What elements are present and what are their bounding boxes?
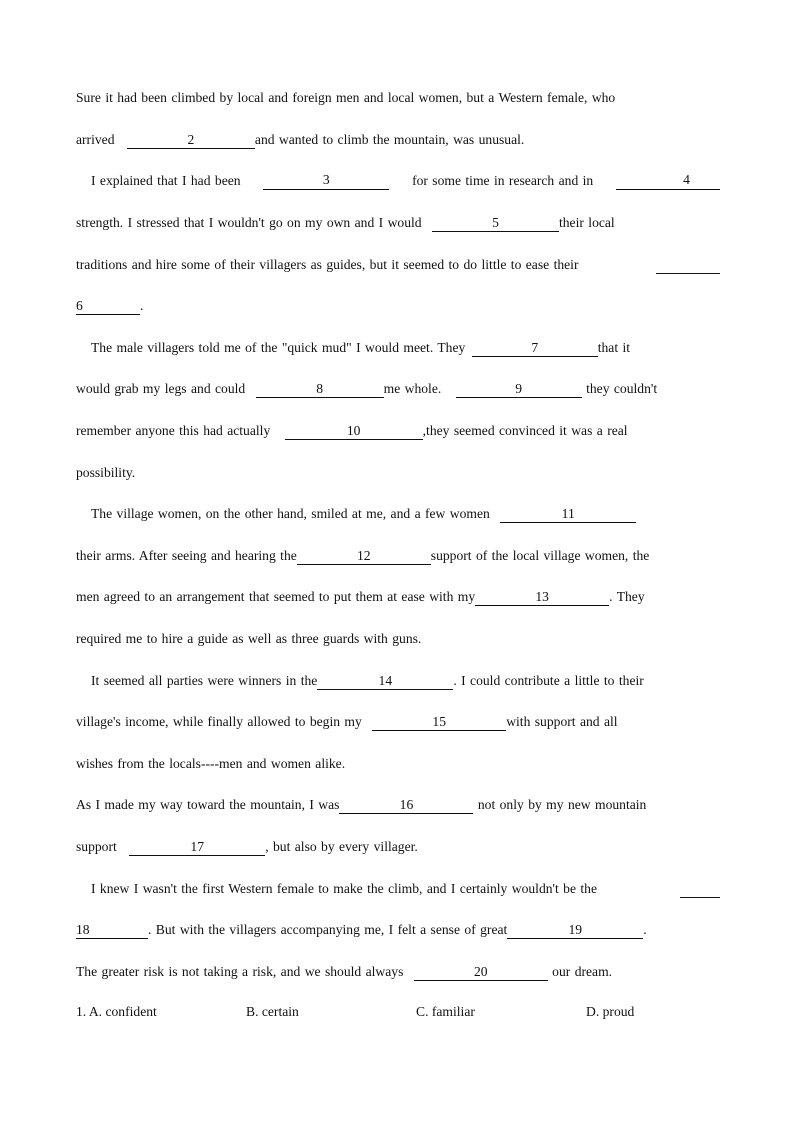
text: they couldn't xyxy=(586,381,658,396)
blank-4[interactable]: 4 xyxy=(616,172,720,190)
question-1-option-b[interactable]: B. certain xyxy=(246,1004,299,1019)
passage-line-17 xyxy=(76,755,720,773)
text: that it xyxy=(597,340,631,355)
blank-2[interactable]: 2 xyxy=(127,132,255,149)
blank-16[interactable]: 16 xyxy=(339,797,473,814)
blank-3[interactable]: 3 xyxy=(263,172,389,190)
text: men agreed to an arrangement that seemed to put them at ease with my xyxy=(76,589,476,604)
text: remember anyone this had actually xyxy=(76,423,271,438)
text: The greater risk is not taking a risk, and we should always xyxy=(76,964,404,979)
text: would grab my legs and could xyxy=(76,381,246,396)
passage-line-4 xyxy=(76,214,720,232)
blank-7[interactable]: 7 xyxy=(472,340,598,357)
text: for some time in research and in xyxy=(412,173,594,188)
passage-line-13 xyxy=(76,588,720,606)
blank-8[interactable]: 8 xyxy=(256,381,384,398)
blank-13[interactable]: 13 xyxy=(475,589,609,606)
passage-line-1 xyxy=(76,89,720,107)
text: arrived xyxy=(76,132,115,147)
blank-10[interactable]: 10 xyxy=(285,423,423,440)
text: and wanted to climb the mountain, was unusual. xyxy=(254,132,525,147)
text: our dream. xyxy=(552,964,613,979)
passage-line-18 xyxy=(76,796,720,814)
passage-line-6 xyxy=(76,297,720,315)
passage-line-14 xyxy=(76,630,720,648)
passage-line-8 xyxy=(76,380,720,398)
text: I knew I wasn't the first Western female to make the climb, and I certainly wouldn't be the xyxy=(91,881,597,896)
text: The male villagers told me of the "quick mud" I would meet. They xyxy=(91,340,466,355)
passage-line-11 xyxy=(91,505,720,523)
text: . xyxy=(643,922,647,937)
text: As I made my way toward the mountain, I was xyxy=(76,797,340,812)
blank-17[interactable]: 17 xyxy=(129,839,265,856)
blank-19[interactable]: 19 xyxy=(507,922,643,939)
text: . xyxy=(140,298,144,313)
blank-20[interactable]: 20 xyxy=(414,964,548,981)
blank-18[interactable]: 18 xyxy=(76,922,148,939)
passage-line-7 xyxy=(91,339,720,357)
text: traditions and hire some of their villagers as guides, but it seemed to do little to ease their xyxy=(76,257,579,272)
passage-line-2 xyxy=(76,131,720,149)
blank-18-start xyxy=(680,880,720,898)
blank-6[interactable]: 6 xyxy=(76,298,140,315)
passage-line-9 xyxy=(76,422,720,440)
blank-15[interactable]: 15 xyxy=(372,714,506,731)
text: wishes from the locals----men and women alike. xyxy=(76,756,346,771)
question-1-option-d[interactable]: D. proud xyxy=(586,1004,635,1019)
question-1-option-c[interactable]: C. familiar xyxy=(416,1004,475,1019)
text: I explained that I had been xyxy=(91,173,241,188)
passage-line-15 xyxy=(91,672,720,690)
text: not only by my new mountain xyxy=(477,797,647,812)
text: possibility. xyxy=(76,465,136,480)
blank-12[interactable]: 12 xyxy=(297,548,431,565)
passage-line-12 xyxy=(76,547,720,565)
blank-6-start xyxy=(656,256,720,274)
blank-14[interactable]: 14 xyxy=(317,673,453,690)
text: . But with the villagers accompanying me, I felt a sense of great xyxy=(148,922,508,937)
text: strength. I stressed that I wouldn't go on my own and I would xyxy=(76,215,422,230)
text: me whole. xyxy=(383,381,442,396)
text: , but also by every villager. xyxy=(265,839,418,854)
question-number: 1. xyxy=(76,1004,87,1019)
passage-line-19 xyxy=(76,838,720,856)
passage-line-20 xyxy=(91,880,720,898)
text: ,they seemed convinced it was a real xyxy=(422,423,628,438)
text: Sure it had been climbed by local and foreign men and local women, but a Western female, who xyxy=(76,90,616,105)
text: support of the local village women, the xyxy=(430,548,650,563)
passage-line-21 xyxy=(76,921,720,939)
passage-line-22 xyxy=(76,963,720,981)
text: support xyxy=(76,839,117,854)
passage-line-3 xyxy=(91,172,720,190)
blank-9[interactable]: 9 xyxy=(456,381,582,398)
text: with support and all xyxy=(506,714,618,729)
text: village's income, while finally allowed to begin my xyxy=(76,714,362,729)
blank-5[interactable]: 5 xyxy=(432,215,559,232)
text: their local xyxy=(558,215,615,230)
passage-line-10 xyxy=(76,464,720,482)
text: their arms. After seeing and hearing the xyxy=(76,548,297,563)
passage-line-5 xyxy=(76,256,720,274)
text: . They xyxy=(609,589,645,604)
blank-11[interactable]: 11 xyxy=(500,506,636,523)
question-1-option-a[interactable] xyxy=(76,1004,157,1020)
text: . I could contribute a little to their xyxy=(453,673,644,688)
text: required me to hire a guide as well as three guards with guns. xyxy=(76,631,422,646)
text: The village women, on the other hand, smiled at me, and a few women xyxy=(91,506,490,521)
passage-line-16 xyxy=(76,713,720,731)
text: It seemed all parties were winners in the xyxy=(91,673,318,688)
option-text: A. confident xyxy=(88,1004,157,1019)
